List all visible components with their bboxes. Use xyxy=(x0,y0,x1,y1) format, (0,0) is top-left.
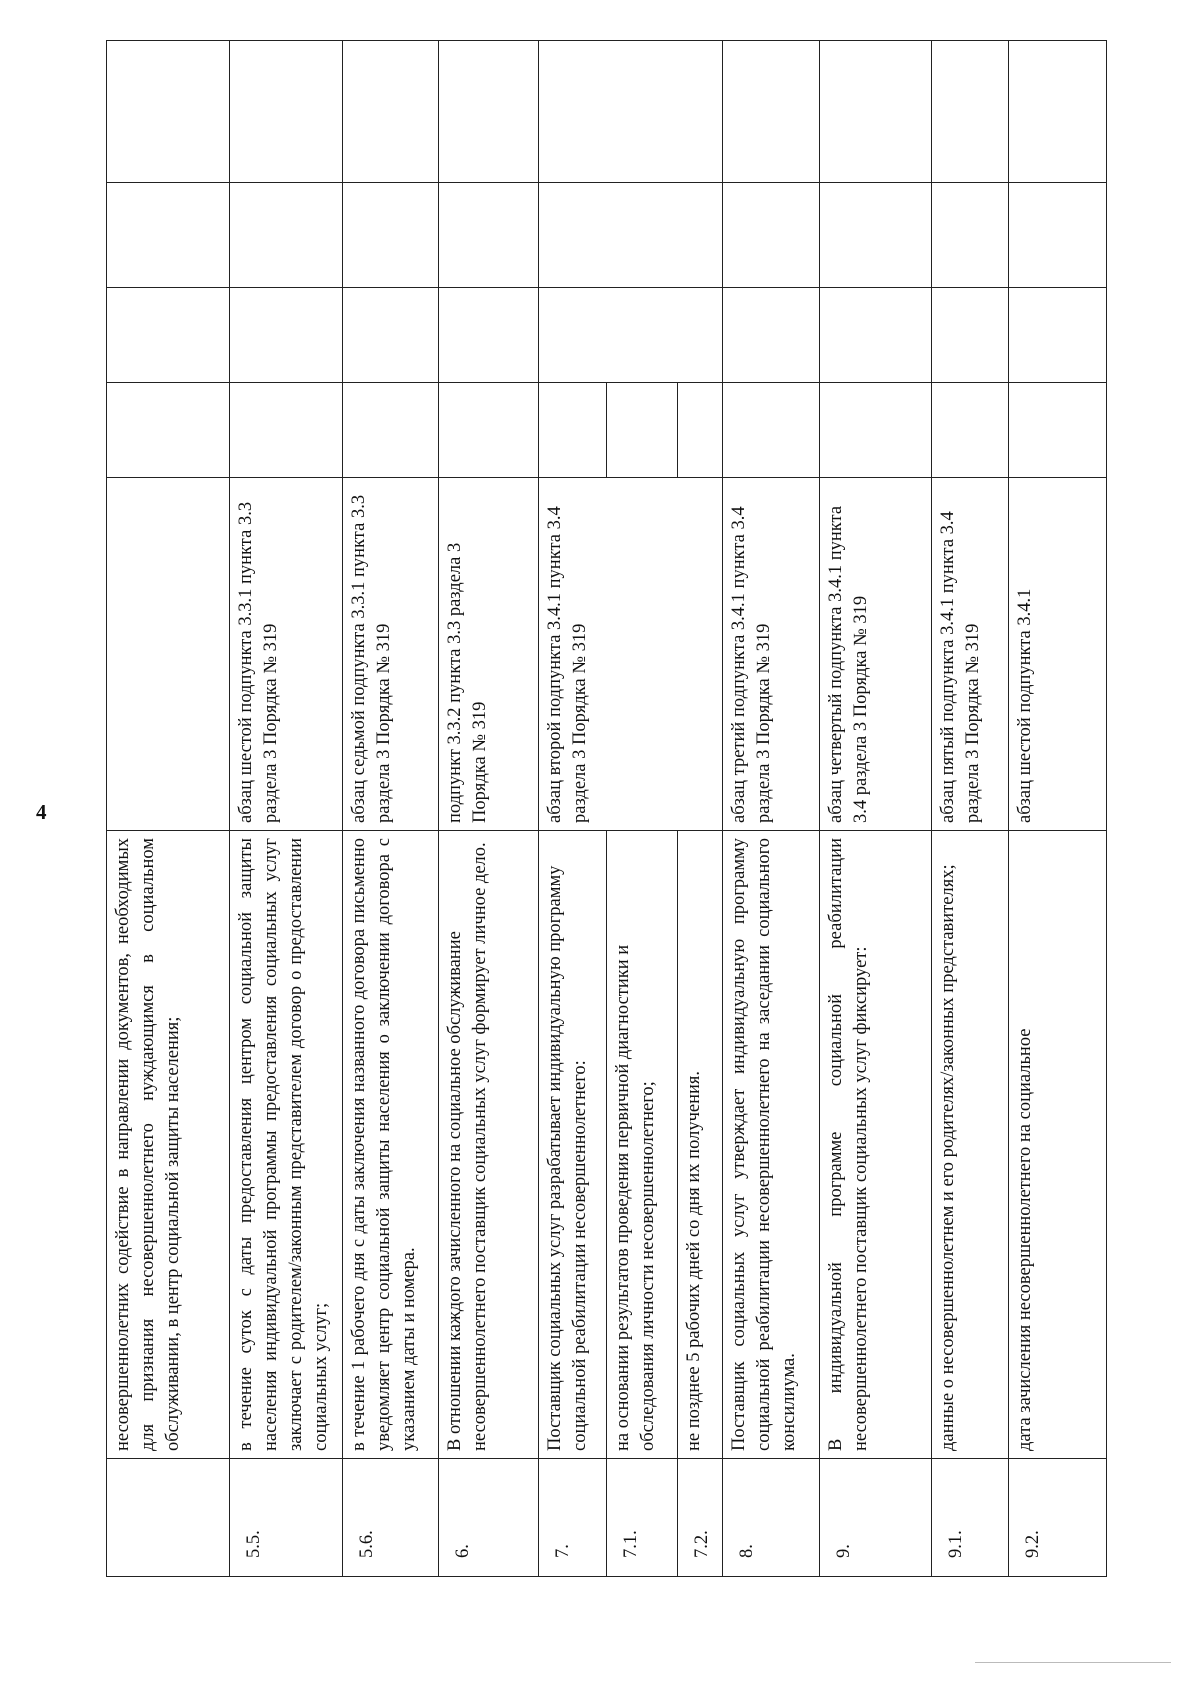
row-number: 7.2. xyxy=(678,1459,723,1577)
page-number: 4 xyxy=(36,800,47,824)
empty-cell xyxy=(932,183,1009,288)
empty-cell xyxy=(723,383,820,478)
row-number: 9. xyxy=(820,1459,932,1577)
requirement-text: В отношении каждого зачисленного на социальное обслуживание несовершеннолетнего поставщик социальных услуг формирует личное дело. xyxy=(439,831,539,1459)
requirement-text: в течение суток с даты предоставления центром социальной защиты населения индивидуальной программы предоставления социальных услуг заключает с родителем/законным представителем договор о предоставлении социальных услуг; xyxy=(230,831,343,1459)
requirement-text: дата зачисления несовершеннолетнего на социальное xyxy=(1009,831,1107,1459)
requirement-text: Поставщик социальных услуг разрабатывает индивидуальную программу социальной реабилитации несовершеннолетнего: xyxy=(539,831,607,1459)
empty-cell xyxy=(932,383,1009,478)
empty-cell xyxy=(820,41,932,183)
empty-cell xyxy=(1009,288,1107,383)
empty-cell xyxy=(439,288,539,383)
row-number xyxy=(107,1459,230,1577)
empty-cell xyxy=(343,41,439,183)
empty-cell xyxy=(539,383,607,478)
requirement-text: данные о несовершеннолетнем и его родителях/законных представителях; xyxy=(932,831,1009,1459)
table-row xyxy=(343,41,439,1577)
empty-cell xyxy=(230,183,343,288)
requirement-text: Поставщик социальных услуг утверждает индивидуальную программу социальной реабилитации несовершеннолетнего на заседании социального консилиума. xyxy=(723,831,820,1459)
empty-cell xyxy=(230,288,343,383)
table-row xyxy=(932,41,1009,1577)
empty-cell xyxy=(820,383,932,478)
legal-reference: абзац шестой подпункта 3.4.1 xyxy=(1009,478,1107,831)
empty-cell xyxy=(539,288,723,383)
checklist-table xyxy=(106,40,1107,1577)
requirement-text: В индивидуальной программе социальной реабилитации несовершеннолетнего поставщик социальных услуг фиксирует: xyxy=(820,831,932,1459)
row-number: 9.1. xyxy=(932,1459,1009,1577)
empty-cell xyxy=(439,383,539,478)
row-number: 5.5. xyxy=(230,1459,343,1577)
table-row xyxy=(723,41,820,1577)
requirement-text: на основании результатов проведения первичной диагностики и обследования личности несовершеннолетнего; xyxy=(607,831,678,1459)
empty-cell xyxy=(107,288,230,383)
empty-cell xyxy=(678,383,723,478)
empty-cell xyxy=(607,383,678,478)
legal-reference: абзац шестой подпункта 3.3.1 пункта 3.3 раздела 3 Порядка № 319 xyxy=(230,478,343,831)
legal-reference: абзац пятый подпункта 3.4.1 пункта 3.4 раздела 3 Порядка № 319 xyxy=(932,478,1009,831)
row-number: 5.6. xyxy=(343,1459,439,1577)
empty-cell xyxy=(230,383,343,478)
requirement-text: не позднее 5 рабочих дней со дня их получения. xyxy=(678,831,723,1459)
row-number: 9.2. xyxy=(1009,1459,1107,1577)
row-number: 6. xyxy=(439,1459,539,1577)
rotated-table-container xyxy=(106,41,1106,1577)
empty-cell xyxy=(932,288,1009,383)
empty-cell xyxy=(439,41,539,183)
table-row xyxy=(230,41,343,1577)
empty-cell xyxy=(723,288,820,383)
empty-cell xyxy=(439,183,539,288)
table-row xyxy=(539,41,607,1577)
legal-reference: абзац четвертый подпункта 3.4.1 пункта 3.4 раздела 3 Порядка № 319 xyxy=(820,478,932,831)
empty-cell xyxy=(1009,183,1107,288)
empty-cell xyxy=(107,41,230,183)
bottom-divider-line xyxy=(975,1662,1171,1663)
empty-cell xyxy=(230,41,343,183)
empty-cell xyxy=(343,288,439,383)
empty-cell xyxy=(820,288,932,383)
empty-cell xyxy=(723,41,820,183)
empty-cell xyxy=(343,183,439,288)
empty-cell xyxy=(820,183,932,288)
empty-cell xyxy=(932,41,1009,183)
empty-cell xyxy=(539,183,723,288)
legal-reference: абзац третий подпункта 3.4.1 пункта 3.4 раздела 3 Порядка № 319 xyxy=(723,478,820,831)
legal-reference: подпункт 3.3.2 пункта 3.3 раздела 3 Порядка № 319 xyxy=(439,478,539,831)
empty-cell xyxy=(107,383,230,478)
legal-reference: абзац второй подпункта 3.4.1 пункта 3.4 раздела 3 Порядка № 319 xyxy=(539,478,723,831)
empty-cell xyxy=(343,383,439,478)
requirement-text: несовершеннолетних содействие в направлении документов, необходимых для признания несовершеннолетнего нуждающимся в социальном обслуживании, в центр социальной защиты населения; xyxy=(107,831,230,1459)
row-number: 7. xyxy=(539,1459,607,1577)
legal-reference xyxy=(107,478,230,831)
empty-cell xyxy=(107,183,230,288)
empty-cell xyxy=(723,183,820,288)
empty-cell xyxy=(539,41,723,183)
legal-reference: абзац седьмой подпункта 3.3.1 пункта 3.3 раздела 3 Порядка № 319 xyxy=(343,478,439,831)
table-row xyxy=(107,41,230,1577)
table-row xyxy=(1009,41,1107,1577)
row-number: 7.1. xyxy=(607,1459,678,1577)
row-number: 8. xyxy=(723,1459,820,1577)
requirement-text: в течение 1 рабочего дня с даты заключения названного договора письменно уведомляет центр социальной защиты населения о заключении договора с указанием даты и номера. xyxy=(343,831,439,1459)
empty-cell xyxy=(1009,41,1107,183)
empty-cell xyxy=(1009,383,1107,478)
table-row xyxy=(439,41,539,1577)
table-row xyxy=(820,41,932,1577)
